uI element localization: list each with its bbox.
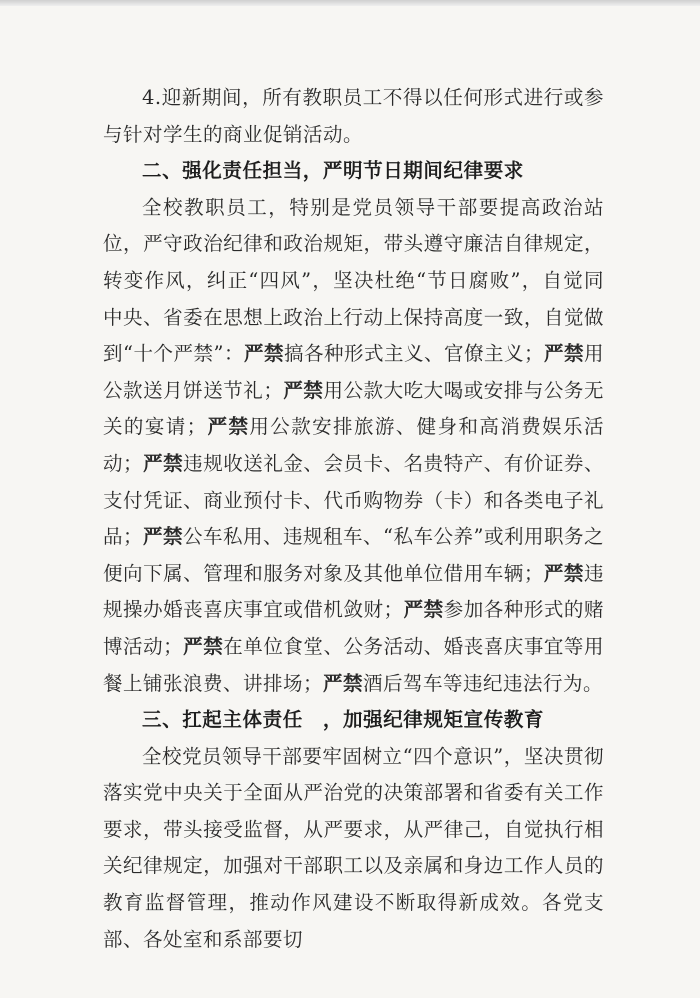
ban-label: 严禁 [543, 561, 584, 585]
item-4-paragraph: 4.迎新期间，所有教职员工不得以任何形式进行或参与针对学生的商业促销活动。 [103, 86, 604, 146]
section-3-heading: 三、扛起主体责任 ，加强纪律规矩宣传教育 [142, 708, 545, 732]
ban-label: 严禁 [283, 378, 324, 402]
ban-item: 搞各种形式主义、官僚主义； [283, 342, 544, 366]
section-2-heading: 二、强化责任担当，严明节日期间纪律要求 [142, 159, 524, 183]
section-2-paragraph [103, 190, 604, 702]
ban-label: 严禁 [323, 671, 364, 695]
ban-label: 严禁 [183, 634, 224, 658]
section-2-intro: 全校教职员工，特别是党员领导干部要提高政治站位，严守政治纪律和政治规矩，带头遵守廉洁自律规定，转变作风，纠正“四风”，坚决杜绝“节日腐败”，自觉同中央、省委在思想上政治上行动上保持高度一致，自觉做到“十个严禁”： [103, 195, 604, 366]
ban-label: 严禁 [143, 451, 184, 475]
section-3-paragraph: 全校党员领导干部要牢固树立“四个意识”，坚决贯彻落实党中央关于全面从严治党的决策部署和省委有关工作要求，带头接受监督，从严要求，从严律己，自觉执行相关纪律规定，加强对干部职工以及亲属和身边工作人员的教育监督管理，推动作风建设不断取得新成效。各党支部、各处室和系部要切 [103, 744, 604, 951]
ban-item: 违规收送礼金、会员卡、名贵特产、有价证券、支付凭证、商业预付卡、代币购物券（卡）和各类电子礼品； [103, 451, 604, 549]
ban-item: 公车私用、违规租车、“私车公养”或利用职务之便向下属、管理和服务对象及其他单位借用车辆； [103, 525, 604, 585]
ban-label: 严禁 [403, 598, 444, 622]
scan-edge [0, 0, 700, 6]
ban-item: 用公款送月饼送节礼； [103, 342, 605, 402]
ban-item: 用公款安排旅游、健身和高消费娱乐活动； [103, 415, 604, 475]
ban-item: 在单位食堂、公务活动、婚丧喜庆事宜等用餐上铺张浪费、讲排场； [103, 634, 604, 695]
ban-item: 用公款大吃大喝或安排与公务无关的宴请； [103, 378, 604, 439]
ban-label: 严禁 [143, 525, 184, 549]
ban-label: 严禁 [243, 342, 284, 366]
ban-item: 酒后驾车等违纪违法行为。 [363, 671, 604, 695]
ban-item: 违规操办婚丧喜庆事宜或借机敛财； [103, 561, 604, 622]
ban-label: 严禁 [206, 415, 250, 439]
ban-item: 参加各种形式的赌博活动； [103, 598, 604, 658]
ban-label: 严禁 [543, 342, 584, 366]
